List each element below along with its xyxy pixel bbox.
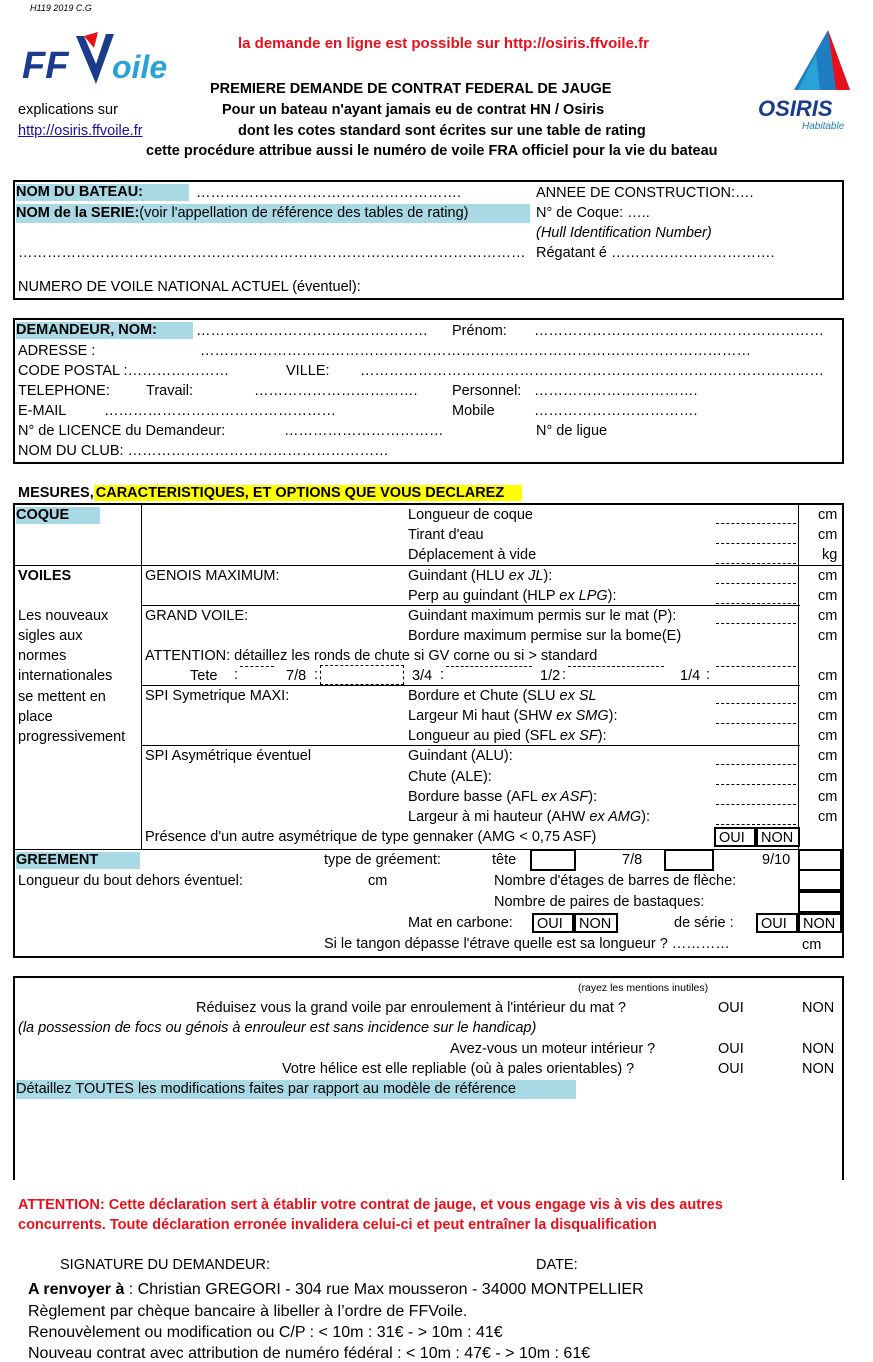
q-moteur: Avez-vous un moteur intérieur ? bbox=[450, 1041, 656, 1057]
genois-label: GENOIS MAXIMUM: bbox=[145, 568, 280, 584]
voiles-note-1: Les nouveaux bbox=[18, 608, 109, 624]
carbone-label: Mat en carbone: bbox=[408, 915, 513, 931]
slu-label: Bordure et Chute (SLU ex SL bbox=[408, 688, 597, 704]
unit-cm: cm bbox=[818, 668, 838, 684]
f78-label: 7/8 bbox=[286, 668, 307, 684]
unit-cm: cm bbox=[818, 588, 838, 604]
personnel-label: Personnel: bbox=[452, 383, 522, 399]
coque-label: COQUE bbox=[16, 507, 100, 524]
q-enroulement: Réduisez vous la grand voile par enroulement à l'intérieur du mat ? bbox=[196, 1000, 626, 1016]
q1-oui-option[interactable]: OUI bbox=[718, 1000, 744, 1016]
licence-label: N° de LICENCE du Demandeur: bbox=[18, 423, 226, 439]
longueur-coque-label: Longueur de coque bbox=[408, 507, 533, 523]
barres-label: Nombre d'étages de barres de flèche: bbox=[494, 873, 737, 889]
unit-cm: cm bbox=[818, 568, 838, 584]
serie-label: NOM de la SERIE: bbox=[16, 205, 140, 221]
prenom-field[interactable]: …………………………………………………… bbox=[534, 323, 824, 339]
unit-cm: cm bbox=[818, 507, 838, 523]
divider bbox=[15, 565, 842, 566]
voiles-label: VOILES bbox=[18, 568, 72, 584]
tete-field[interactable] bbox=[240, 666, 274, 667]
q3-oui-option[interactable]: OUI bbox=[718, 1061, 744, 1077]
measures-heading bbox=[18, 486, 522, 501]
gennaker-oui-checkbox[interactable] bbox=[714, 827, 756, 847]
carbone-non-checkbox[interactable] bbox=[574, 913, 618, 933]
afl-field[interactable] bbox=[716, 804, 796, 805]
travail-label: Travail: bbox=[146, 383, 193, 399]
ville-label: VILLE: bbox=[286, 363, 330, 379]
deplacement-field[interactable] bbox=[716, 563, 796, 564]
divider bbox=[141, 685, 800, 686]
sail-number-field[interactable]: NUMERO DE VOILE NATIONAL ACTUEL (éventuel): bbox=[18, 279, 361, 295]
tangon-label: Si le tangon dépasse l'étrave quelle est sa longueur ? ………… bbox=[324, 936, 730, 952]
page-title: PREMIERE DEMANDE DE CONTRAT FEDERAL DE JAUGE bbox=[210, 81, 612, 97]
voiles-note-4: internationales bbox=[18, 668, 113, 684]
type-greement-label: type de gréement: bbox=[324, 852, 441, 868]
construction-year-field[interactable]: ANNEE DE CONSTRUCTION:…. bbox=[536, 185, 754, 201]
slu-field[interactable] bbox=[716, 703, 796, 704]
hlp-label: Perp au guindant (HLP ex LPG): bbox=[408, 588, 617, 604]
tete-greement-label: tête bbox=[492, 852, 517, 868]
f12-field[interactable] bbox=[568, 666, 664, 667]
bout-dehors-label: Longueur du bout dehors éventuel: bbox=[18, 873, 243, 889]
ale-field[interactable] bbox=[716, 784, 796, 785]
explications-label: explications sur bbox=[18, 102, 118, 118]
modifications-label: Détaillez TOUTES les modifications faites par rapport au modèle de référence bbox=[16, 1080, 576, 1099]
regatant-field[interactable]: Régatant é ……………………………. bbox=[536, 245, 775, 261]
serie-oui-checkbox[interactable] bbox=[756, 913, 798, 933]
serie-mat-label: de série : bbox=[674, 915, 734, 931]
voiles-note-6: place bbox=[18, 709, 53, 725]
unit-cm: cm bbox=[818, 809, 838, 825]
non-label: NON bbox=[803, 916, 836, 932]
unit-cm: cm bbox=[818, 688, 838, 704]
sfl-label: Longueur au pied (SFL ex SF): bbox=[408, 728, 607, 744]
spi-sym-label: SPI Symetrique MAXI: bbox=[145, 688, 290, 704]
shw-field[interactable] bbox=[716, 723, 796, 724]
mobile-label: Mobile bbox=[452, 403, 495, 419]
ffvoile-logo bbox=[18, 28, 186, 88]
form-code: H119 2019 C.G bbox=[30, 3, 92, 13]
osiris-link[interactable]: http://osiris.ffvoile.fr bbox=[18, 123, 143, 139]
header-line3: dont les cotes standard sont écrites sur une table de rating bbox=[238, 123, 646, 139]
signature-label: SIGNATURE DU DEMANDEUR: bbox=[60, 1257, 270, 1273]
f34-label: 3/4 bbox=[412, 668, 433, 684]
divider bbox=[798, 505, 799, 849]
tirant-eau-field[interactable] bbox=[716, 543, 796, 544]
voiles-note-5: se mettent en bbox=[18, 689, 106, 705]
oui-label: OUI bbox=[761, 916, 787, 932]
ville-field[interactable]: …………………………………………………………………………………… bbox=[360, 363, 824, 379]
f12-label: 1/2 bbox=[540, 668, 561, 684]
new-price: Nouveau contrat avec attribution de numéro fédéral : < 10m : 47€ - > 10m : 61€ bbox=[28, 1345, 591, 1362]
bastaques-field[interactable] bbox=[798, 891, 842, 913]
mobile-field[interactable]: ……………………………. bbox=[534, 403, 698, 419]
personnel-field[interactable]: ……………………………. bbox=[534, 383, 698, 399]
warning-line1: ATTENTION: Cette déclaration sert à établir votre contrat de jauge, et vous engage vis à vis des autres bbox=[18, 1197, 723, 1213]
travail-field[interactable]: ……………………………. bbox=[254, 383, 418, 399]
osiris-logo-text: OSIRIS bbox=[758, 96, 833, 121]
q3-non-option[interactable]: NON bbox=[802, 1061, 835, 1077]
alu-label: Guindant (ALU): bbox=[408, 748, 513, 764]
rayez-note: (rayez les mentions inutiles) bbox=[578, 982, 709, 994]
send-to-label: A renvoyer à bbox=[28, 1281, 125, 1298]
e-label: Bordure maximum permise sur la bome(E) bbox=[408, 628, 682, 644]
greement-78-label: 7/8 bbox=[622, 852, 643, 868]
email-label: E-MAIL bbox=[18, 403, 67, 419]
ale-label: Chute (ALE): bbox=[408, 769, 492, 785]
divider bbox=[141, 745, 800, 746]
address-field[interactable]: …………………………………………………………………………………………………… bbox=[200, 343, 751, 359]
hlu-field[interactable] bbox=[716, 583, 796, 584]
afl-label: Bordure basse (AFL ex ASF): bbox=[408, 789, 598, 805]
f14-field[interactable] bbox=[716, 666, 796, 667]
alu-field[interactable] bbox=[716, 764, 796, 765]
serie-non-checkbox[interactable] bbox=[798, 913, 842, 933]
shw-label: Largeur Mi haut (SHW ex SMG): bbox=[408, 708, 618, 724]
hull-number-field[interactable]: N° de Coque: ….. bbox=[536, 205, 650, 221]
f78-field[interactable] bbox=[320, 665, 404, 685]
unit-cm: cm bbox=[818, 708, 838, 724]
club-field[interactable]: NOM DU CLUB: ……………………………………………… bbox=[18, 443, 389, 459]
f14-label: 1/4 bbox=[680, 668, 701, 684]
payment-note: Règlement par chèque bancaire à libeller à l’ordre de FFVoile. bbox=[28, 1303, 468, 1320]
unit-cm: cm bbox=[818, 789, 838, 805]
gennaker-non-checkbox[interactable] bbox=[756, 827, 800, 847]
barres-field[interactable] bbox=[798, 869, 842, 891]
amg-field[interactable] bbox=[716, 824, 796, 825]
oui-label: OUI bbox=[719, 830, 745, 846]
send-to-address: : Christian GREGORI - 304 rue Max mousseron - 34000 MONTPELLIER bbox=[124, 1281, 644, 1298]
gv-attention: ATTENTION: détaillez les ronds de chute si GV corne ou si > standard bbox=[145, 648, 598, 664]
svg-text:oile: oile bbox=[112, 49, 168, 85]
date-label: DATE: bbox=[536, 1257, 578, 1273]
greement-910-checkbox[interactable] bbox=[798, 849, 842, 871]
hin-note: (Hull Identification Number) bbox=[536, 225, 712, 241]
header-line4: cette procédure attribue aussi le numéro de voile FRA officiel pour la vie du bateau bbox=[146, 143, 718, 159]
unit-kg: kg bbox=[822, 547, 838, 563]
email-field[interactable]: ………………………………………… bbox=[104, 403, 336, 419]
online-notice: la demande en ligne est possible sur http://osiris.ffvoile.fr bbox=[238, 35, 649, 52]
serie-field[interactable]: …………………………………………………………………………………………… bbox=[18, 245, 526, 261]
svg-text:FF: FF bbox=[22, 45, 69, 87]
licence-field[interactable]: …………………………… bbox=[284, 423, 444, 439]
voiles-note-7: progressivement bbox=[18, 729, 126, 745]
q-helice: Votre hélice est elle repliable (où à pales orientables) ? bbox=[282, 1061, 635, 1077]
measures-heading-b: CARACTERISTIQUES, ET OPTIONS QUE VOUS DECLAREZ bbox=[94, 485, 522, 501]
hlu-label: Guindant (HLU ex JL): bbox=[408, 568, 553, 584]
voiles-note-3: normes bbox=[18, 648, 67, 664]
carbone-oui-checkbox[interactable] bbox=[532, 913, 574, 933]
unit-cm: cm bbox=[818, 769, 838, 785]
header-line2: Pour un bateau n'ayant jamais eu de contrat HN / Osiris bbox=[222, 102, 605, 118]
hlp-field[interactable] bbox=[716, 603, 796, 604]
oui-label: OUI bbox=[537, 916, 563, 932]
telephone-label: TELEPHONE: bbox=[18, 383, 110, 399]
address-label: ADRESSE : bbox=[18, 343, 96, 359]
deplacement-label: Déplacement à vide bbox=[408, 547, 537, 563]
voiles-note-2: sigles aux bbox=[18, 628, 83, 644]
tete-label: Tete bbox=[190, 668, 218, 684]
applicant-name-field[interactable]: ………………………………………… bbox=[196, 323, 428, 339]
unit-cm: cm bbox=[818, 527, 838, 543]
serie-note: (voir l'appellation de référence des tables de rating) bbox=[139, 205, 469, 221]
q1-non-option[interactable]: NON bbox=[802, 1000, 835, 1016]
amg-label: Largeur à mi hauteur (AHW ex AMG): bbox=[408, 809, 651, 825]
serie-label-block bbox=[16, 204, 530, 223]
send-to bbox=[28, 1282, 644, 1298]
ligue-field[interactable]: N° de ligue bbox=[536, 423, 608, 439]
q2-oui-option[interactable]: OUI bbox=[718, 1041, 744, 1057]
q-enroulement-note: (la possession de focs ou génois à enrouleur est sans incidence sur le handicap) bbox=[18, 1020, 537, 1036]
p-label: Guindant maximum permis sur le mat (P): bbox=[408, 608, 677, 624]
f34-field[interactable] bbox=[446, 666, 532, 667]
longueur-coque-field[interactable] bbox=[716, 523, 796, 524]
p-field[interactable] bbox=[716, 623, 796, 624]
renew-price: Renouvèlement ou modification ou C/P : < 10m : 31€ - > 10m : 41€ bbox=[28, 1324, 503, 1341]
q2-non-option[interactable]: NON bbox=[802, 1041, 835, 1057]
measures-heading-a: MESURES, bbox=[18, 485, 94, 501]
greement-910-label: 9/10 bbox=[762, 852, 791, 868]
tangon-unit: cm bbox=[802, 937, 822, 953]
unit-cm: cm bbox=[818, 728, 838, 744]
unit-cm: cm bbox=[818, 748, 838, 764]
unit-cm: cm bbox=[818, 608, 838, 624]
modifications-textarea[interactable] bbox=[18, 1100, 840, 1176]
boat-name-label: NOM DU BATEAU: bbox=[16, 184, 189, 201]
greement-78-checkbox[interactable] bbox=[664, 849, 714, 871]
bastaques-label: Nombre de paires de bastaques: bbox=[494, 894, 705, 910]
grand-voile-label: GRAND VOILE: bbox=[145, 608, 249, 624]
osiris-logo bbox=[758, 24, 862, 136]
gennaker-label: Présence d'un autre asymétrique de type gennaker (AMG < 0,75 ASF) bbox=[145, 829, 597, 845]
divider bbox=[141, 605, 800, 606]
divider bbox=[141, 505, 142, 849]
applicant-name-label: DEMANDEUR, NOM: bbox=[16, 322, 193, 339]
tirant-eau-label: Tirant d'eau bbox=[408, 527, 484, 543]
postal-code-field[interactable]: CODE POSTAL :………………… bbox=[18, 363, 230, 379]
warning-line2: concurrents. Toute déclaration erronée invalidera celui-ci et peut entraîner la disqualification bbox=[18, 1217, 657, 1233]
greement-label: GREEMENT bbox=[16, 852, 140, 869]
boat-name-field[interactable]: ………………………………………………. bbox=[196, 185, 462, 201]
osiris-logo-sub: Habitable bbox=[802, 121, 845, 132]
bout-dehors-unit: cm bbox=[368, 873, 388, 889]
non-label: NON bbox=[761, 830, 794, 846]
unit-cm: cm bbox=[818, 628, 838, 644]
prenom-label: Prénom: bbox=[452, 323, 507, 339]
non-label: NON bbox=[579, 916, 612, 932]
greement-tete-checkbox[interactable] bbox=[530, 849, 576, 871]
divider bbox=[15, 849, 842, 850]
spi-asym-label: SPI Asymétrique éventuel bbox=[145, 748, 312, 764]
